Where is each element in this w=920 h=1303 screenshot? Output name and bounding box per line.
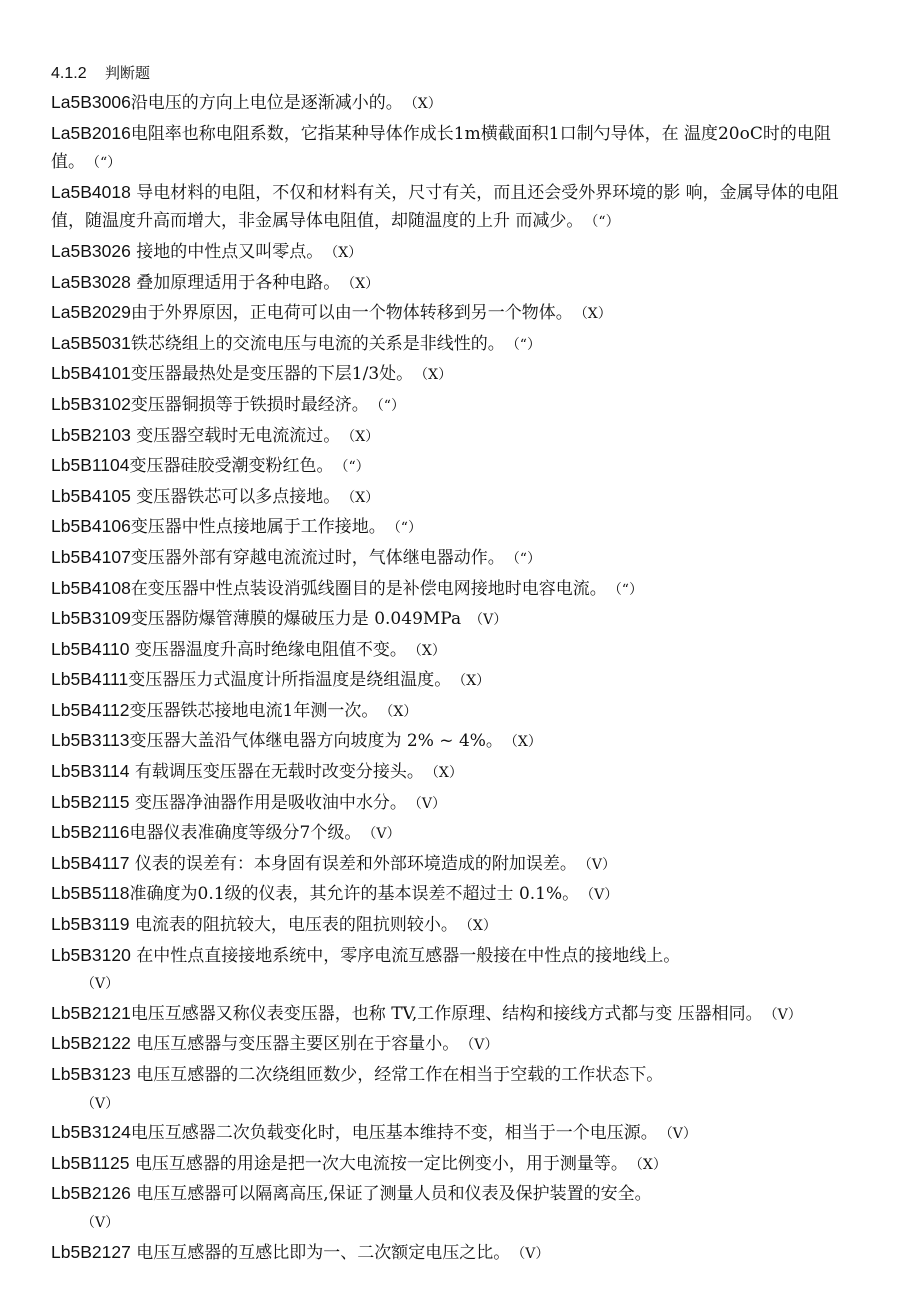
- question-code: La5B3026: [51, 240, 131, 261]
- question-item: [51, 390, 861, 421]
- question-item: [51, 119, 861, 178]
- question-item: [51, 1060, 861, 1118]
- question-item: [51, 1149, 861, 1180]
- question-item: [51, 665, 861, 696]
- question-text: 电压互感器的用途是把一次大电流按一定比例变小，用于测量等。: [129, 1153, 628, 1174]
- answer-mark: （X）: [414, 642, 446, 659]
- answer-mark: （V）: [81, 1095, 120, 1112]
- answer-mark: （V）: [369, 826, 401, 843]
- question-text: 电压互感器二次负载变化时，电压基本维持不变，相当于一个电压源。: [130, 1123, 658, 1144]
- section-title: 判断题: [105, 64, 151, 82]
- question-code: La5B3028: [51, 271, 131, 292]
- question-item: [51, 359, 861, 390]
- answer-mark: （X）: [510, 734, 542, 751]
- question-item: [51, 941, 861, 999]
- answer-mark: （V）: [467, 1037, 499, 1054]
- answer-mark: （V）: [584, 856, 617, 873]
- answer-mark: （“）: [512, 336, 541, 353]
- answer-mark: （X）: [348, 489, 380, 506]
- question-code: La5B3006: [51, 92, 131, 112]
- question-code: Lb5B1104: [51, 455, 130, 476]
- question-text: 有载调压变压器在无载时改变分接头。: [129, 762, 424, 783]
- question-text: 变压器铁芯可以多点接地。: [130, 486, 341, 507]
- answer-mark: （V）: [81, 976, 120, 993]
- question-item: [51, 298, 861, 329]
- question-code: Lb5B2127: [51, 1241, 131, 1262]
- answer-mark: （“）: [341, 459, 370, 476]
- answer-mark: （X）: [386, 703, 418, 720]
- answer-mark: （X）: [410, 96, 442, 112]
- answer-mark: （X）: [635, 1156, 667, 1173]
- answer-mark: （X）: [459, 673, 491, 690]
- question-text: 变压器防爆管薄膜的爆破压力是 0.049MPa: [130, 609, 462, 630]
- question-item: [51, 543, 861, 574]
- question-list: [51, 88, 861, 1268]
- question-text: 变压器压力式温度计所指温度是绕组温度。: [128, 670, 452, 691]
- question-item: [51, 482, 861, 513]
- answer-mark: （V）: [587, 887, 619, 904]
- question-code: La5B5031: [51, 332, 131, 353]
- question-item: [51, 999, 861, 1030]
- document-page: [51, 60, 861, 1268]
- question-text: 变压器铜损等于铁损时最经济。: [130, 394, 369, 415]
- answer-mark: （X）: [580, 306, 612, 323]
- question-item: [51, 757, 861, 788]
- question-text: 电压互感器又称仪表变压器，也称 TV,工作原理、结构和接线方式都与变 压器相同。: [130, 1003, 763, 1024]
- question-code: Lb5B3113: [51, 730, 130, 751]
- question-code: La5B2029: [51, 302, 131, 323]
- question-code: Lb5B5118: [51, 883, 130, 904]
- question-text: 变压器外部有穿越电流流过时，气体继电器动作。: [130, 547, 505, 568]
- question-item: [51, 329, 861, 360]
- answer-mark: （X）: [348, 275, 380, 292]
- answer-mark: （V）: [81, 1214, 120, 1231]
- question-text: 沿电压的方向上电位是逐渐减小的。: [130, 93, 403, 113]
- question-code: Lb5B2115: [51, 791, 130, 812]
- question-text: 准确度为0.1级的仪表，其允许的基本误差不超过士 0.1%。: [129, 884, 580, 905]
- question-item: [51, 1179, 861, 1237]
- question-code: Lb5B3102: [51, 393, 131, 414]
- question-text: 变压器净油器作用是吸收油中水分。: [129, 792, 407, 813]
- question-item: [51, 268, 861, 299]
- question-item: [51, 574, 861, 605]
- answer-mark: （X）: [421, 367, 453, 384]
- answer-mark: （X）: [431, 765, 463, 782]
- answer-mark: （V）: [414, 795, 447, 812]
- answer-mark: （X）: [465, 918, 497, 935]
- question-code: Lb5B4105: [51, 485, 131, 506]
- question-text: 变压器铁芯接地电流1年测一次。: [129, 700, 379, 721]
- question-code: Lb5B2103: [51, 424, 131, 445]
- question-text: 叠加原理适用于各种电路。: [130, 272, 341, 293]
- question-code: Lb5B2121: [51, 1002, 131, 1023]
- question-code: Lb5B3124: [51, 1122, 131, 1143]
- question-text: 电压互感器可以隔离高压,保证了测量人员和仪表及保护装置的安全。: [130, 1184, 652, 1205]
- answer-mark: （V）: [770, 1006, 802, 1023]
- question-code: Lb5B3120: [51, 944, 131, 965]
- question-item: [51, 910, 861, 941]
- question-item: [51, 512, 861, 543]
- question-text: 接地的中性点又叫零点。: [130, 241, 324, 262]
- question-text: 电器仪表准确度等级分7个级。: [129, 823, 362, 844]
- question-code: Lb5B4108: [51, 577, 131, 598]
- question-code: Lb5B3123: [51, 1064, 131, 1084]
- question-item: [51, 604, 861, 635]
- question-text: 变压器中性点接地属于工作接地。: [130, 517, 386, 538]
- answer-mark: （“）: [591, 214, 620, 231]
- question-item: [51, 696, 861, 727]
- question-text: 由于外界原因，正电荷可以由一个物体转移到另一个物体。: [130, 303, 573, 324]
- answer-mark: （“）: [393, 520, 422, 537]
- question-code: Lb5B3119: [51, 914, 130, 935]
- answer-mark: （V）: [469, 612, 508, 629]
- question-item: [51, 1118, 861, 1149]
- section-heading: [51, 60, 861, 86]
- question-code: La5B2016: [51, 122, 131, 143]
- question-code: Lb5B3109: [51, 608, 131, 629]
- question-text: 在变压器中性点装设消弧线圈目的是补偿电网接地时电容电流。: [130, 578, 607, 599]
- question-text: 电流表的阻抗较大，电压表的阻抗则较小。: [129, 915, 458, 936]
- question-code: Lb5B3114: [51, 761, 130, 782]
- question-text: 仪表的误差有：本身固有误差和外部环境造成的附加误差。: [129, 853, 577, 874]
- question-item: [51, 788, 861, 819]
- answer-mark: （V）: [518, 1245, 550, 1262]
- question-code: Lb5B2116: [51, 822, 130, 843]
- question-item: [51, 451, 861, 482]
- question-code: Lb5B1125: [51, 1152, 130, 1173]
- question-text: 变压器硅胶受潮变粉红色。: [129, 456, 334, 477]
- question-text: 变压器最热处是变压器的下层1/3处。: [130, 364, 414, 385]
- answer-mark: （V）: [665, 1126, 697, 1143]
- answer-mark: （“）: [614, 581, 643, 598]
- question-text: 在中性点直接接地系统中，零序电流互感器一般接在中性点的接地线上。: [130, 945, 681, 966]
- question-text: 电压互感器与变压器主要区别在于容量小。: [130, 1034, 460, 1055]
- question-item: [51, 178, 861, 237]
- question-item: [51, 237, 861, 268]
- question-text: 变压器空载时无电流流过。: [130, 425, 341, 446]
- question-code: Lb5B4101: [51, 363, 131, 384]
- question-item: [51, 421, 861, 452]
- question-text: 电阻率也称电阻系数，它指某种导体作成长1m横截面积1口制勺导体，在 温度20oC时的电阻值。: [51, 123, 831, 173]
- question-text: 导电材料的电阻，不仅和材料有关，尺寸有关，而且还会受外界环境的影 响，金属导体的电阻值，随温度升高而增大，非金属导体电阻值，却随温度的上升 而减少。: [51, 182, 839, 232]
- question-item: [51, 88, 861, 119]
- question-code: Lb5B4111: [51, 669, 129, 690]
- question-code: Lb5B4106: [51, 516, 131, 537]
- answer-mark: （“）: [512, 550, 541, 567]
- question-text: 电压互感器的二次绕组匝数少，经常工作在相当于空载的工作状态下。: [130, 1065, 664, 1085]
- question-code: Lb5B4117: [51, 852, 130, 873]
- question-text: 铁芯绕组上的交流电压与电流的关系是非线性的。: [130, 333, 505, 354]
- question-item: [51, 635, 861, 666]
- answer-mark: （X）: [331, 244, 363, 261]
- question-item: [51, 1029, 861, 1060]
- question-item: [51, 818, 861, 849]
- question-text: 电压互感器的互感比即为一、二次额定电压之比。: [130, 1242, 511, 1263]
- question-code: Lb5B4107: [51, 546, 131, 567]
- question-item: [51, 1238, 861, 1269]
- question-item: [51, 726, 861, 757]
- question-code: Lb5B2122: [51, 1033, 131, 1054]
- question-item: [51, 849, 861, 880]
- section-number: 4.1.2: [51, 65, 87, 82]
- question-code: Lb5B4110: [51, 638, 130, 659]
- question-code: Lb5B2126: [51, 1183, 131, 1204]
- answer-mark: （“）: [93, 155, 122, 172]
- question-code: La5B4018: [51, 181, 131, 202]
- question-text: 变压器温度升高时绝缘电阻值不变。: [129, 639, 407, 660]
- question-code: Lb5B4112: [51, 699, 130, 720]
- answer-mark: （X）: [348, 428, 380, 445]
- answer-mark: （“）: [376, 397, 405, 414]
- question-item: [51, 879, 861, 910]
- question-text: 变压器大盖沿气体继电器方向坡度为 2% ~ 4%。: [129, 731, 503, 752]
